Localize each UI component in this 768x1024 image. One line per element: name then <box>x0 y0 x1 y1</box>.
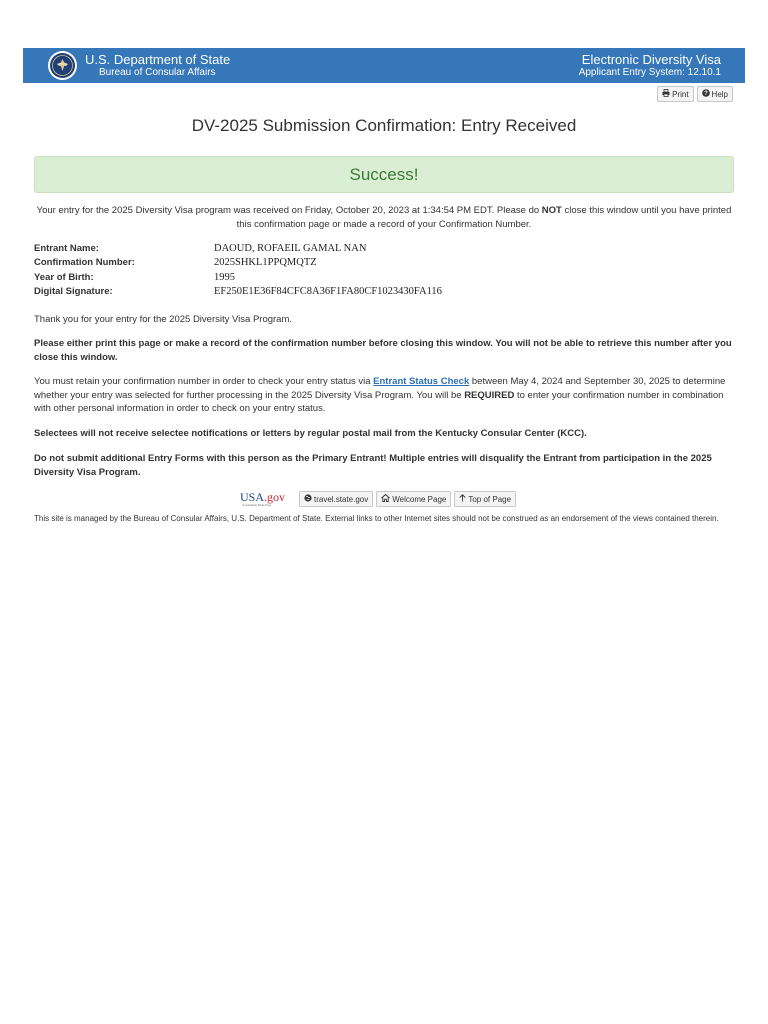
record-warning: Please either print this page or make a record of the confirmation number before closing this window. You will not be able to retrieve this number after you close this window. <box>34 338 732 363</box>
print-button[interactable] <box>657 86 693 102</box>
success-alert-text: Success! <box>349 164 419 184</box>
travel-state-gov-label: travel.state.gov <box>314 494 369 504</box>
arrow-up-icon <box>459 494 466 504</box>
entrant-status-check-link[interactable]: Entrant Status Check <box>373 376 470 387</box>
digital-signature-label: Digital Signature: <box>34 286 113 298</box>
utility-toolbar <box>657 86 733 102</box>
welcome-page-label: Welcome Page <box>392 494 447 504</box>
printer-icon <box>662 89 670 99</box>
question-circle-icon <box>702 89 710 99</box>
application-version: Applicant Entry System: 12.10.1 <box>578 67 721 78</box>
required-emphasis: REQUIRED <box>464 389 515 401</box>
help-label: Help <box>711 89 728 99</box>
received-text-end: close this window until you have printed this confirmation page or made a record of your Confirmation Number. <box>236 205 732 230</box>
retain-text-end: to enter your confirmation number in combination with other personal information in order to check on your entry status. <box>34 389 724 414</box>
retain-instructions <box>34 375 734 416</box>
usa-gov-logo[interactable] <box>240 490 296 508</box>
year-of-birth-value: 1995 <box>214 271 235 283</box>
top-of-page-label: Top of Page <box>468 494 512 504</box>
entrant-name-label: Entrant Name: <box>34 242 99 254</box>
application-title: Electronic Diversity Visa <box>581 52 721 67</box>
entrant-name-value: DAOUD, ROFAEIL GAMAL NAN <box>214 242 367 254</box>
confirmation-number-label: Confirmation Number: <box>34 257 135 269</box>
site-header <box>23 48 745 83</box>
bureau-subtitle: Bureau of Consular Affairs <box>99 67 216 78</box>
top-of-page-button[interactable] <box>454 491 516 507</box>
selectees-notice: Selectees will not receive selectee notifications or letters by regular postal mail from the Kentucky Consular Center (KCC). <box>34 428 587 439</box>
no-additional-entries-warning: Do not submit additional Entry Forms with this person as the Primary Entrant! Multiple entries will disqualify the Entrant from participation in the 2025 Diversity Visa Program. <box>34 453 712 478</box>
site-disclaimer: This site is managed by the Bureau of Consular Affairs, U.S. Department of State. External links to other Internet sites should not be construed as an endorsement of the views contained therein. <box>34 514 719 523</box>
year-of-birth-row <box>34 270 734 285</box>
page-title: DV-2025 Submission Confirmation: Entry Received <box>191 116 577 135</box>
retain-text-middle: between May 4, 2024 and September 30, 2025 to determine whether your entry was selected for further processing in the 2025 Diversity Visa Program. You will be <box>34 376 726 401</box>
digital-signature-value: EF250E1E36F84CFC8A36F1FA80CF1023430FA116 <box>214 286 442 298</box>
state-department-seal-icon <box>48 51 77 80</box>
received-text-start: Your entry for the 2025 Diversity Visa program was received on Friday, October 20, 2023 at 1:34:54 PM EDT. Please do <box>36 205 542 216</box>
globe-icon <box>304 494 312 504</box>
entrant-info <box>34 241 734 299</box>
confirmation-number-value: 2025SHKL1PPQMQTZ <box>214 257 317 269</box>
usa-gov-logo-tagline: Government Made Easy <box>242 503 272 507</box>
travel-state-gov-button[interactable] <box>299 491 373 507</box>
welcome-page-button[interactable] <box>376 491 451 507</box>
help-button[interactable] <box>697 86 733 102</box>
confirmation-number-row <box>34 256 734 271</box>
usa-gov-logo-dot: .gov <box>264 490 286 504</box>
print-label: Print <box>672 89 689 99</box>
usa-gov-logo-main: USA <box>240 490 265 504</box>
svg-text:?: ? <box>703 91 708 97</box>
thanks-message: Thank you for your entry for the 2025 Diversity Visa Program. <box>34 314 293 325</box>
received-not-emphasis: NOT <box>541 205 562 216</box>
department-title: U.S. Department of State <box>85 52 231 67</box>
footer-links <box>240 490 516 508</box>
success-alert <box>34 156 734 193</box>
year-of-birth-label: Year of Birth: <box>34 271 94 283</box>
digital-signature-row <box>34 285 734 300</box>
home-icon <box>381 494 390 504</box>
entrant-name-row <box>34 241 734 256</box>
retain-text-start: You must retain your confirmation number in order to check your entry status via <box>34 376 374 387</box>
received-notice <box>34 204 734 232</box>
